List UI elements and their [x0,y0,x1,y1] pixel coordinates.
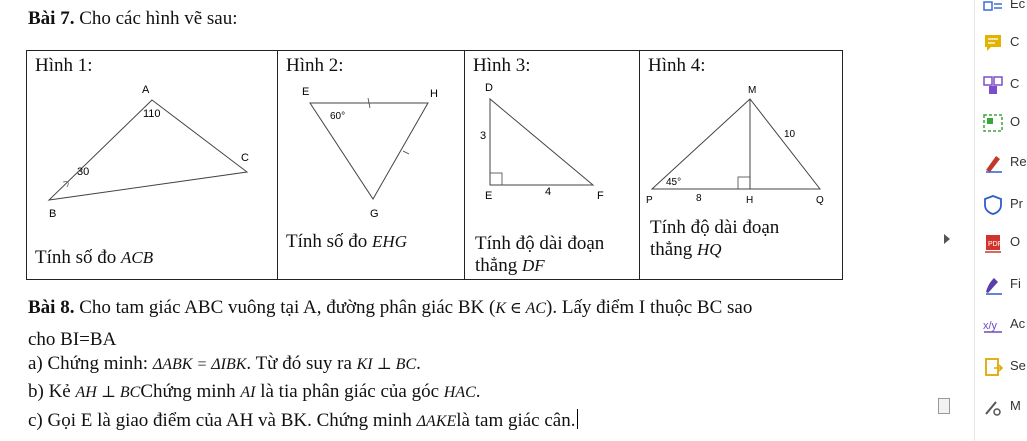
figure-1-cell [27,51,278,280]
figure-2-header: Hình 2: [286,55,344,76]
organize-icon [982,112,1004,134]
tool-redact[interactable]: Re [982,150,1024,176]
protect-icon [982,194,1004,216]
figure-2-caption: Tính số đo EHG [286,231,407,252]
fill-sign-icon [982,274,1004,296]
optimize-icon [982,232,1004,254]
fig1-label-c: C [241,152,249,164]
figure-4-caption: Tính độ dài đoạn thẳng HQ [650,217,780,260]
combine-icon [982,74,1004,96]
fig4-label-mq: 10 [784,129,796,140]
figure-1-diagram [27,77,277,237]
figure-2-cell [278,51,465,280]
figure-4-header: Hình 4: [648,55,706,76]
tool-protect[interactable]: Pr [982,192,1024,218]
expand-panel-arrow-icon[interactable] [944,234,950,244]
export-icon [982,0,1004,16]
figure-4-cell [640,51,843,280]
tool-send[interactable]: Se [982,354,1024,380]
svg-text:PDF: PDF [988,241,1002,248]
fig1-label-angle-a: 110 [143,108,161,120]
fig3-label-e: E [485,190,493,202]
tools-sidebar [938,0,1027,441]
fig1-label-angle-b: 30 [77,166,90,178]
comment-icon [982,32,1004,54]
tool-export[interactable]: Ec [982,0,1024,18]
fig2-label-angle-e: 60° [330,111,346,122]
fig4-label-m: M [748,85,757,96]
tool-combine[interactable]: C [982,72,1024,98]
tool-optimize[interactable]: PDF O [982,230,1024,256]
figure-3-caption: Tính độ dài đoạn thẳng DF [475,233,605,276]
fig4-label-angle-p: 45° [666,177,682,188]
more-tools-icon [982,396,1004,418]
accessibility-icon [982,314,1004,336]
fig1-label-b: B [49,208,57,220]
figure-4-diagram [640,77,842,212]
fig2-label-g: G [370,208,379,220]
fig3-label-f: F [597,190,604,202]
exercise-8-part-c[interactable]: c) Gọi E là giao điểm của AH và BK. Chứng minh ΔAKElà tam giác cân. [28,409,578,432]
fig4-label-q: Q [816,195,824,206]
figures-table [26,50,843,280]
figure-1-caption: Tính số đo ACB [35,247,154,268]
figure-3-header: Hình 3: [473,55,531,76]
tool-accessibility[interactable]: x/y Ac [982,312,1024,338]
figure-1-header: Hình 1: [35,55,93,76]
exercise-8-part-a: a) Chứng minh: ΔABK = ΔIBK. Từ đó suy ra KI ⊥ BC. [28,353,421,374]
tool-fill-sign[interactable]: Fi [982,272,1024,298]
tool-more[interactable]: M [982,394,1024,420]
fig3-label-d: D [485,82,493,94]
exercise-8-line-2: cho BI=BA [28,329,117,350]
tool-organize[interactable]: O [982,110,1024,136]
fig3-label-de: 3 [480,130,487,142]
sidebar-divider [974,0,975,441]
figure-2-diagram [278,81,464,231]
fig4-label-h: H [746,195,754,206]
exercise-7-title: Bài 7. Cho các hình vẽ sau: [28,8,238,29]
fig4-label-ph: 8 [696,193,702,204]
fig2-label-h: H [430,88,438,100]
svg-text:x/y: x/y [983,320,998,332]
scroll-handle[interactable] [938,398,950,414]
tool-comment[interactable]: C [982,30,1024,56]
fig2-label-e: E [302,86,310,98]
exercise-8-line-1: Bài 8. Cho tam giác ABC vuông tại A, đường phân giác BK (K ∈ AC). Lấy điểm I thuộc BC sao [28,297,753,318]
redact-icon [982,152,1004,174]
fig3-label-ef: 4 [545,186,552,198]
send-icon [982,356,1004,378]
exercise-8-part-b: b) Kẻ AH ⊥ BCChứng minh AI là tia phân giác của góc HAC. [28,381,481,402]
fig4-label-p: P [646,195,653,206]
text-cursor [577,409,578,429]
figure-3-cell [465,51,640,280]
fig1-label-a: A [142,84,150,96]
figure-3-diagram [465,77,639,217]
